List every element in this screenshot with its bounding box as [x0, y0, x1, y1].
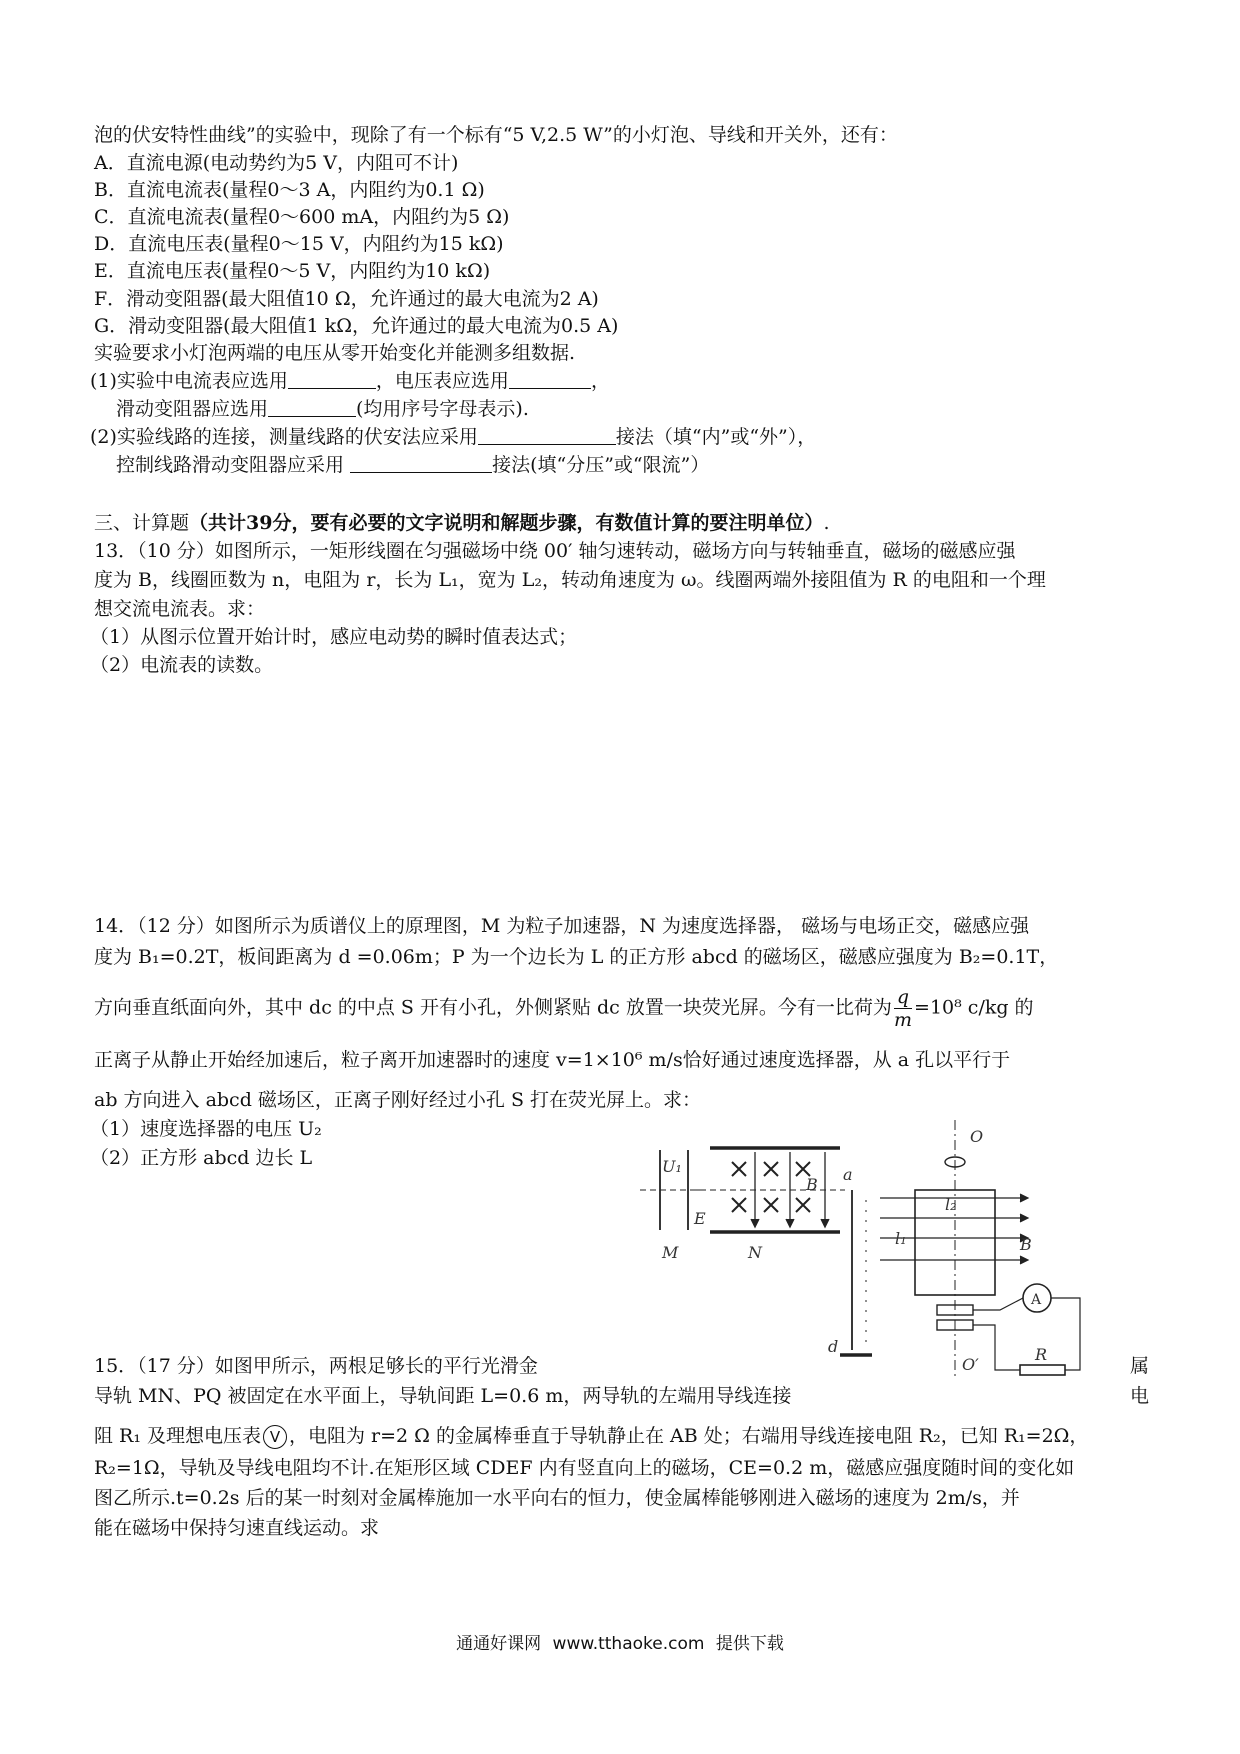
- magnetic-field-crosses: [732, 1162, 810, 1212]
- q12-part1-cont: [116, 396, 529, 422]
- resistor-symbol: [1020, 1365, 1065, 1375]
- q15-line2-end: 电: [1130, 1385, 1150, 1407]
- charge-mass-fraction: [894, 986, 912, 1031]
- label-m: M: [662, 1243, 679, 1262]
- label-o: O: [970, 1127, 984, 1146]
- q15-line6: 能在磁场中保持匀速直线运动。求: [94, 1517, 380, 1539]
- figure-labels: [661, 1127, 1047, 1374]
- q14-line2: 度为 B₁=0.2T，板间距离为 d =0.06m；P 为一个边长为 L 的正方形 abcd 的磁场区，磁感应强度为 B₂=0.1T，: [94, 946, 1059, 968]
- q12-p1-text-a: (1)实验中电流表应选用: [90, 370, 288, 392]
- control-circuit-answer-blank[interactable]: [350, 452, 492, 473]
- option-g: G．滑动变阻器(最大阻值1 kΩ，允许通过的最大电流为0.5 A): [94, 315, 619, 337]
- label-r: R: [1035, 1345, 1048, 1364]
- page-footer: [0, 1629, 1240, 1654]
- label-o-prime: O′: [962, 1355, 979, 1374]
- q15-line4: R₂=1Ω，导轨及导线电阻均不计.在矩形区域 CDEF 内有竖直向上的磁场，CE=0.2 m，磁感应强度随时间的变化如: [94, 1457, 1075, 1479]
- voltmeter-icon: V: [263, 1425, 287, 1449]
- q15-line3-text-b: ，电阻为 r=2 Ω 的金属棒垂直于导轨静止在 AB 处；右端用导线连接电阻 R₂，已知 R₁=2Ω，: [289, 1425, 1089, 1447]
- rheostat-answer-blank[interactable]: [268, 396, 356, 417]
- label-u1: U₁: [662, 1157, 682, 1176]
- q12-part2: [90, 424, 816, 450]
- q14-line4-text-b: 恰好通过速度选择器，从 a 孔以平行于: [682, 1049, 1011, 1071]
- q15-line2: 导轨 MN、PQ 被固定在水平面上，导轨间距 L=0.6 m，两导轨的左端用导线连接: [94, 1385, 792, 1407]
- connection-answer-blank[interactable]: [478, 424, 616, 445]
- ammeter-answer-blank[interactable]: [288, 368, 376, 389]
- rotating-coil-diagram: [880, 1120, 1080, 1380]
- q12-p2-text-b: 接法（填“内”或“外”），: [615, 426, 817, 448]
- section3-heading: [94, 510, 830, 536]
- q15-line5: 图乙所示.t=0.2s 后的某一时刻对金属棒施加一水平向右的恒力，使金属棒能够刚进入磁场的速度为 2m/s，并: [94, 1487, 1020, 1509]
- q15-line3-text-a: 阻 R₁ 及理想电压表: [94, 1425, 262, 1447]
- footer-note: 提供下载: [715, 1634, 784, 1654]
- physics-figure: [640, 1120, 1120, 1380]
- q14-line3-text: 方向垂直纸面向外，其中 dc 的中点 S 开有小孔，外侧紧贴 dc 放置一块荧光屏。今有一比荷为: [94, 996, 892, 1019]
- label-ammeter: A: [1031, 1292, 1042, 1308]
- q15-line3: [94, 1423, 1088, 1449]
- q12-part2-cont: [116, 452, 709, 478]
- q12-p1-text-e: (均用序号字母表示).: [356, 398, 529, 420]
- q15-line1: 15．（17 分）如图甲所示，两根足够长的平行光滑金: [94, 1355, 538, 1377]
- q13-line2: 度为 B，线圈匝数为 n，电阻为 r，长为 L₁，宽为 L₂，转动角速度为 ω。线圈两端外接阻值为 R 的电阻和一个理: [94, 569, 1046, 591]
- q13-line3: 想交流电流表。求：: [94, 598, 266, 620]
- q12-p2-text-a: (2)实验线路的连接，测量线路的伏安法应采用: [90, 426, 478, 448]
- q13-sub2: （2）电流表的读数。: [90, 654, 274, 676]
- q12-p1-text-b: ，电压表应选用: [375, 370, 509, 392]
- q12-p1-text-c: ，: [590, 370, 610, 392]
- q14-line5: ab 方向进入 abcd 磁场区，正离子刚好经过小孔 S 打在荧光屏上。求：: [94, 1089, 701, 1111]
- q14-line4-text-a: 正离子从静止开始经加速后，粒子离开加速器时的速度 v=1×10⁶ m/s: [94, 1049, 683, 1071]
- voltmeter-answer-blank[interactable]: [509, 368, 591, 389]
- option-f: F．滑动变阻器(最大阻值10 Ω，允许通过的最大电流为2 A): [94, 288, 599, 310]
- label-b-coil: B: [1020, 1235, 1032, 1254]
- q14-line4: [94, 1047, 1010, 1073]
- option-d: D．直流电压表(量程0～15 V，内阻约为15 kΩ): [94, 233, 504, 255]
- q14-sub1: （1）速度选择器的电压 U₂: [90, 1118, 322, 1140]
- footer-site-name: 通通好课网: [456, 1634, 542, 1654]
- section3-suffix: .: [823, 512, 830, 534]
- footer-url[interactable]: www.tthaoke.com: [552, 1634, 705, 1654]
- label-n: N: [748, 1243, 762, 1262]
- section3-instructions: （共计39分，要有必要的文字说明和解题步骤，有数值计算的要注明单位）: [189, 512, 824, 534]
- option-e: E．直流电压表(量程0～5 V，内阻约为10 kΩ): [94, 260, 491, 282]
- fraction-denominator: m: [893, 1009, 912, 1031]
- q14-line1: 14．（12 分）如图所示为质谱仪上的原理图，M 为粒子加速器，N 为速度选择器， 磁场与电场正交，磁感应强: [94, 915, 1030, 937]
- q13-sub1: （1）从图示位置开始计时，感应电动势的瞬时值表达式；: [90, 626, 578, 648]
- fraction-numerator: q: [894, 986, 912, 1009]
- option-a: A．直流电源(电动势约为5 V，内阻可不计): [94, 152, 459, 174]
- q13-line1: 13．（10 分）如图所示，一矩形线圈在匀强磁场中绕 00′ 轴匀速转动，磁场方向与转轴垂直，磁场的磁感应强: [94, 540, 1016, 562]
- label-e: E: [694, 1209, 706, 1228]
- q12-part1: [90, 368, 610, 394]
- requirement-text: 实验要求小灯泡两端的电压从零开始变化并能测多组数据.: [94, 342, 576, 364]
- q12-p2-text-d: 接法(填“分压”或“限流”）: [492, 454, 710, 476]
- q14-sub2: （2）正方形 abcd 边长 L: [90, 1147, 313, 1169]
- q15-line1-end: 属: [1130, 1355, 1150, 1377]
- option-b: B．直流电流表(量程0～3 A，内阻约为0.1 Ω): [94, 179, 485, 201]
- q12-p2-text-c: 控制线路滑动变阻器应采用: [116, 454, 345, 476]
- option-c: C．直流电流表(量程0～600 mA，内阻约为5 Ω): [94, 206, 510, 228]
- label-l2: l₂: [945, 1195, 957, 1214]
- label-b-field: B: [806, 1175, 818, 1194]
- section3-prefix: 三、计算题: [94, 512, 190, 534]
- q12-p1-text-d: 滑动变阻器应选用: [116, 398, 269, 420]
- intro-line: 泡的伏安特性曲线”的实验中，现除了有一个标有“5 V,2.5 W”的小灯泡、导线和开关外，还有：: [94, 124, 898, 146]
- q14-line3-value: =10⁸ c/kg 的: [914, 996, 1034, 1019]
- label-l1: l₁: [895, 1229, 907, 1248]
- label-a: a: [843, 1165, 853, 1184]
- label-d: d: [828, 1337, 839, 1356]
- q14-line3: [94, 986, 1034, 1031]
